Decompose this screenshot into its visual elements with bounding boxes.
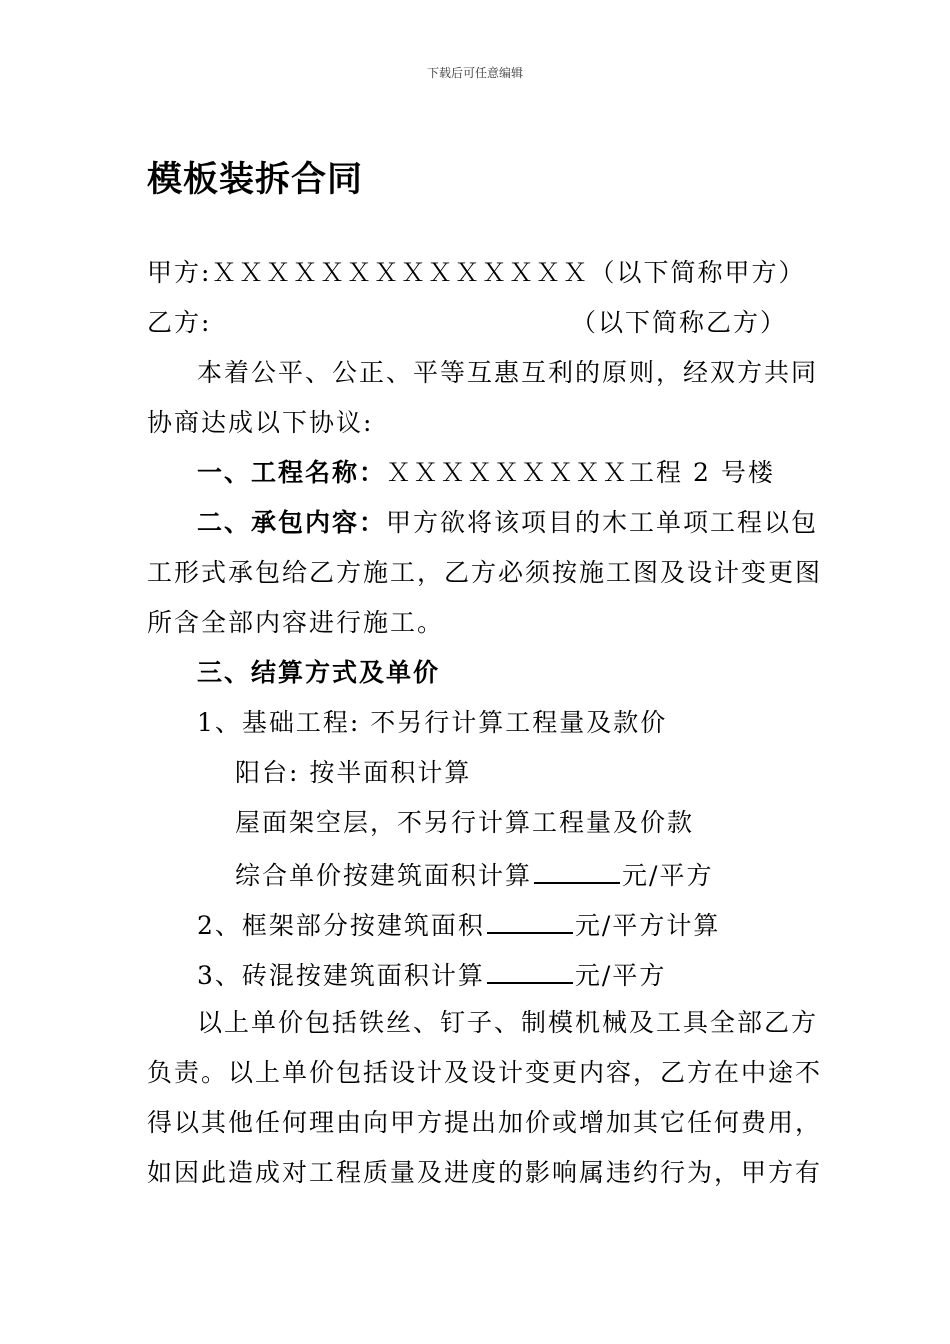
section-2-heading: 二、承包内容：: [197, 508, 387, 537]
frame-price-blank[interactable]: [487, 908, 573, 934]
party-a-line: [147, 258, 805, 288]
frame-price-prefix: 2、框架部分按建筑面积: [197, 911, 485, 940]
unit-price-blank[interactable]: [534, 858, 620, 884]
brick-price-blank[interactable]: [487, 958, 573, 984]
party-a-value: ＸＸＸＸＸＸＸＸＸＸＸＸＸＸ（以下简称甲方）: [211, 258, 806, 287]
party-b-suffix: （以下简称乙方）: [571, 308, 788, 337]
section-3-item-2: [197, 908, 720, 941]
closing-line-3: 得以其他任何理由向甲方提出加价或增加其它任何费用，: [147, 1108, 823, 1137]
intro-line-1: 本着公平、公正、平等互惠互利的原则，经双方共同: [197, 358, 819, 387]
section-3-heading: 三、结算方式及单价: [197, 658, 441, 687]
brick-price-prefix: 3、砖混按建筑面积计算: [197, 961, 485, 990]
section-1-heading: 一、工程名称：: [197, 458, 387, 487]
section-1-value: ＸＸＸＸＸＸＸＸＸ工程 2 号楼: [386, 458, 775, 487]
section-3-item-3: [197, 958, 666, 991]
party-b-line: [147, 308, 847, 338]
section-2-text-1: 甲方欲将该项目的木工单项工程以包: [386, 508, 819, 537]
section-3-item-1-roof: 屋面架空层，不另行计算工程量及价款: [235, 808, 695, 837]
section-2-line-1: [197, 508, 818, 538]
unit-price-suffix: 元/平方: [622, 861, 714, 890]
frame-price-suffix: 元/平方计算: [574, 911, 721, 940]
section-3-item-1: 1、基础工程: 不另行计算工程量及款价: [197, 708, 668, 737]
section-2-line-2: 工形式承包给乙方施工，乙方必须按施工图及设计变更图: [147, 558, 823, 587]
document-title: 模板装拆合同: [147, 160, 364, 200]
closing-line-2: 负责。以上单价包括设计及设计变更内容，乙方在中途不: [147, 1058, 823, 1087]
intro-line-2: 协商达成以下协议:: [147, 408, 374, 437]
section-3-item-1-unit-price: [235, 858, 713, 891]
section-2-line-3: 所含全部内容进行施工。: [147, 608, 445, 637]
closing-line-4: 如因此造成对工程质量及进度的影响属违约行为，甲方有: [147, 1158, 823, 1187]
section-3-item-1-balcony: 阳台: 按半面积计算: [235, 758, 472, 787]
party-a-label: 甲方:: [147, 258, 212, 287]
closing-line-1: 以上单价包括铁丝、钉子、制模机械及工具全部乙方: [197, 1008, 819, 1037]
brick-price-suffix: 元/平方: [574, 961, 667, 990]
party-b-label: 乙方:: [147, 308, 212, 337]
unit-price-prefix: 综合单价按建筑面积计算: [235, 861, 533, 890]
section-1-line: [197, 458, 775, 488]
header-note: 下载后可任意编辑: [426, 66, 523, 80]
